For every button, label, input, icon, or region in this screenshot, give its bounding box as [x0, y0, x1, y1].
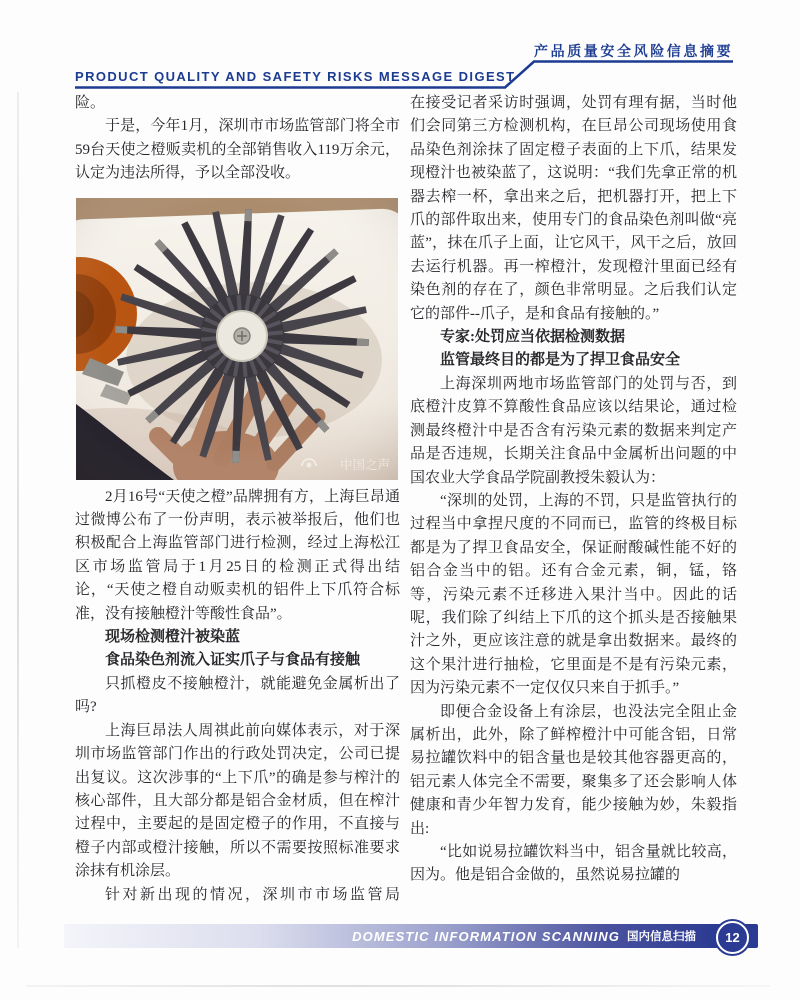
header-title-chinese: 产品质量安全风险信息摘要 [534, 43, 734, 59]
page-number-badge [716, 921, 749, 954]
page-edge-artifact [17, 92, 19, 948]
subheading: 现场检测橙汁被染蓝 [105, 629, 241, 646]
body-paragraph: 上海深圳两地市场监管部门的处罚与否，到底橙汁皮算不算酸性食品应该以结果论，通过检测最终橙汁中是否含有污染元素的数据来判定产品是否违规，长期关注食品中金属析出问题的中国农业大学食品学院副教授朱毅认为： [410, 375, 737, 486]
article-body [75, 87, 737, 925]
juicer-claw-photo [76, 198, 398, 480]
body-paragraph: 针对新出现的情况，深圳市市场监管局 [105, 886, 400, 903]
body-paragraph: “深圳的处罚，上海的不罚，只是监管执行的过程当中拿捏尺度的不同而已，监管的终极目标都是为了捍卫食品安全，保证耐酸碱性能不好的铝合金当中的铝。还有合金元素，铜，锰，铬等，污染元素不迁移进入果汁当中。因此的话呢，我们除了纠结上下爪的这个抓头是否接触果汁之外，更应该注意的就是拿出数据来。最终的这个果汁进行抽检，它里面是不是有污染元素，因为污染元素不一定仅仅只来自于抓手。” [410, 492, 737, 697]
page-number: 12 [725, 930, 740, 945]
header-title-english: PRODUCT QUALITY AND SAFETY RISKS MESSAGE DIGEST [75, 69, 516, 84]
footer-title-english: DOMESTIC INFORMATION SCANNING [352, 928, 620, 944]
footer-bar [64, 924, 758, 948]
page-edge-artifact [26, 985, 770, 987]
body-paragraph: 险。 [75, 95, 106, 111]
body-paragraph: 即便合金设备上有涂层，也没法完全阻止金属析出，此外，除了鲜榨橙汁中可能含铝，日常易拉罐饮料中的铝含量也是较其他容器更高的，铝元素人体完全不需要，聚集多了还会影响人体健康和青少年智力发育，能少接触为妙，朱毅指出: [410, 703, 737, 837]
body-paragraph: 2月16号“天使之橙”品牌拥有方，上海巨昂通过微博公布了一份声明，表示被举报后，他们也积极配合上海监管部门进行检测，经过上海松江区市场监管局于1月25日的检测正式得出结论，“天使之橙自动贩卖机的铝件上下爪符合标准，没有接触橙汁等酸性食品”。 [75, 488, 400, 622]
body-paragraph: 在接受记者采访时强调，处罚有理有据，当时他们会同第三方检测机构，在巨昂公司现场使用食品染色剂涂抹了固定橙子表面的上下爪，结果发现橙汁也被染蓝了，这说明：“我们先拿正常的机器去榨一杯，拿出来之后，把机器打开，把上下爪的部件取出来，使用专门的食品染色剂叫做“亮蓝”，抹在爪子上面，让它风干，风干之后，放回去运行机器。再一榨橙汁，发现橙汁里面已经有染色剂的存在了，颜色非常明显。之后我们认定它的部件--爪子，是和食品有接触的。” [410, 95, 737, 322]
footer-title-chinese: 国内信息扫描 [627, 931, 696, 943]
subheading: 监管最终目的都是为了捍卫食品安全 [440, 352, 681, 369]
body-paragraph: “比如说易拉罐饮料当中，铝含量就比较高，因为。他是铝合金做的，虽然说易拉罐的 [410, 844, 737, 884]
body-paragraph: 上海巨昂法人周祺此前向媒体表示，对于深圳市场监管部门作出的行政处罚决定，公司已提出复议。这次涉事的“上下爪”的确是参与榨汁的核心部件，且大部分都是铝合金材质，但在榨汁过程中，主要起的是固定橙子的作用，不直接与橙子内部或橙汁接触，所以不需要按照标准要求涂抹有机涂层。 [75, 722, 400, 880]
watermark-text: 中国之声 [339, 457, 390, 472]
body-paragraph: 于是，今年1月，深圳市市场监管部门将全市59台天使之橙贩卖机的全部销售收入119万余元，认定为违法所得，予以全部没收。 [75, 118, 400, 182]
vignette [76, 198, 398, 480]
right-column [410, 87, 737, 925]
left-column [75, 87, 400, 925]
body-paragraph: 只抓橙皮不接触橙汁，就能避免金属析出了吗? [75, 675, 400, 716]
subheading: 专家:处罚应当依据检测数据 [440, 329, 625, 346]
subheading: 食品染色剂流入证实爪子与食品有接触 [105, 652, 361, 669]
